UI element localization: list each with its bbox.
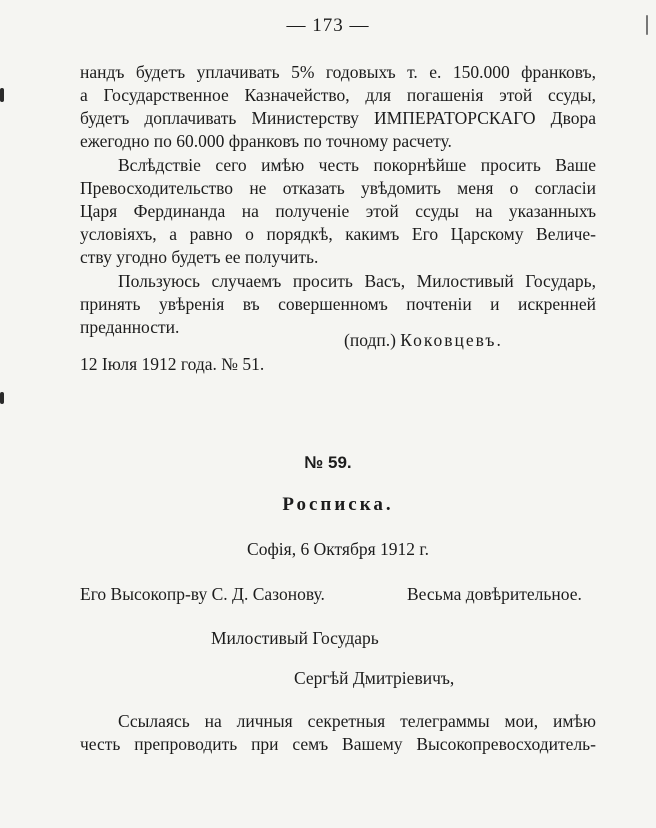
salutation-name: Сергѣй Дмитріевичъ, [294,668,455,688]
confidential-note: Весьма довѣрительное. [407,584,582,604]
signature [344,329,503,351]
text-line: Пользуюсь случаемъ просить Васъ, Милостивый Государь, [118,271,596,291]
place-date: Софія, 6 Октября 1912 г. [247,539,429,559]
page-number: — 173 — [286,15,370,36]
document-number: № 59. [304,453,352,472]
text-line: Царя Фердинанда на полученіе этой ссуды на указанныхъ [80,201,596,221]
text-line: Вслѣдствіе сего имѣю честь покорнѣйше просить Ваше [118,155,596,175]
document-title: Росписка. [282,494,394,515]
signature-name: Коковцевъ. [400,330,503,350]
signature-prefix: (подп.) [344,330,396,350]
salutation-line: Милостивый Государь [211,628,379,648]
text-line: ству угодно будетъ ее получить. [80,247,319,267]
text-line: ежегодно по 60.000 франковъ по точному расчету. [80,131,452,151]
scan-edge-mark [0,88,4,102]
text-line: принять увѣренія въ совершенномъ почтеніи и искренней [80,294,596,314]
date-line: 12 Іюля 1912 года. № 51. [80,354,265,374]
text-line: Превосходительство не отказать увѣдомить меня о согласіи [80,178,596,198]
text-line: преданности. [80,317,180,337]
text-line: честь препроводить при семъ Вашему Высокопревосходитель- [80,734,596,754]
scan-edge-mark [0,392,4,404]
text-line: будетъ доплачивать Министерству ИМПЕРАТОРСКАГО Двора [80,108,596,128]
text-line: нандъ будетъ уплачивать 5% годовыхъ т. е. 150.000 франковъ, [80,62,596,82]
text-line: Ссылаясь на личныя секретныя телеграммы мои, имѣю [118,711,596,731]
addressee: Его Высокопр-ву С. Д. Сазонову. [80,584,325,604]
text-line: а Государственное Казначейство, для погашенія этой ссуды, [80,85,596,105]
text-line: условіяхъ, а равно о порядкѣ, какимъ Его Царскому Величе- [80,224,596,244]
